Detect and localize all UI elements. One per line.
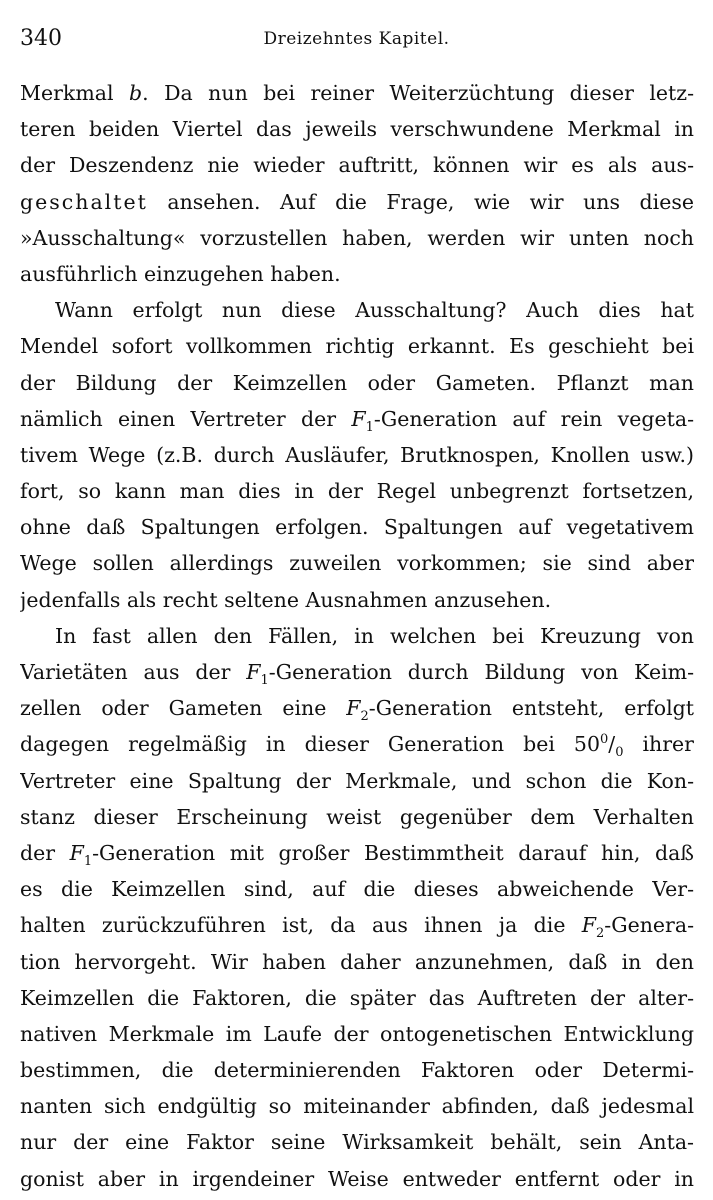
text-line: gonist aber in irgendeiner Weise entweder entfernt oder in — [20, 1166, 694, 1191]
text-line: Wann erfolgt nun diese Ausschaltung? Auch dies hat — [55, 298, 694, 323]
text-line: jedenfalls als recht seltene Ausnahmen anzusehen. — [20, 587, 552, 612]
text-line: bestimmen, die determinierenden Faktoren oder Determi- — [20, 1058, 694, 1083]
text-line: Wege sollen allerdings zuweilen vorkommen; sie sind aber — [20, 551, 694, 576]
text-line: ausführlich einzugehen haben. — [20, 261, 341, 286]
text-line: nanten sich endgültig so miteinander abfinden, daß jedesmal — [20, 1094, 694, 1119]
text-line: Keimzellen die Faktoren, die später das Auftreten der alter- — [20, 985, 694, 1010]
text-line: nur der eine Faktor seine Wirksamkeit behält, sein Anta- — [20, 1130, 694, 1155]
body-text — [20, 75, 694, 1197]
text-line: der $F_1$-Generation mit großer Bestimmtheit darauf hin, daß — [20, 840, 694, 870]
text-line: stanz dieser Erscheinung weist gegenüber dem Verhalten — [20, 804, 694, 829]
text-line: halten zurückzuführen ist, da aus ihnen ja die $F_2-Genera-$ — [20, 913, 694, 942]
text-line: teren beiden Viertel das jeweils verschwundene Merkmal in — [20, 117, 694, 142]
text-line: ohne daß Spaltungen erfolgen. Spaltungen auf vegetativem — [20, 515, 694, 540]
text-line: Mendel sofort vollkommen richtig erkannt. Es geschieht bei — [20, 334, 694, 359]
text-line: tivem Wege (z.B. durch Ausläufer, Brutknospen, Knollen usw.) — [20, 442, 694, 467]
text-line: Varietäten aus der $F_1$-Generation durch Bildung von Keim- — [20, 660, 694, 689]
text-line: fort, so kann man dies in der Regel unbegrenzt fortsetzen, — [20, 479, 694, 504]
text-line: Merkmal b. Da nun bei reiner Weiterzüchtung dieser letz- — [20, 81, 694, 105]
text-line: der Bildung der Keimzellen oder Gameten. Pflanzt man — [20, 370, 694, 395]
page-number: 340 — [20, 26, 62, 51]
text-line: »Ausschaltung« vorzustellen haben, werden wir unten noch — [20, 225, 694, 250]
text-line: der Deszendenz nie wieder auftritt, können wir es als aus- — [20, 153, 694, 178]
text-line: es die Keimzellen sind, auf die dieses abweichende Ver- — [20, 877, 694, 902]
text-line: geschaltet ansehen. Auf die Frage, wie wir uns diese — [20, 189, 694, 214]
text-line: nativen Merkmale im Laufe der ontogenetischen Entwicklung — [20, 1021, 694, 1046]
page-header — [0, 26, 713, 66]
running-title: Dreizehntes Kapitel. — [263, 29, 450, 49]
text-line: dagegen regelmäßig in dieser Generation bei $50^0/_0$ ihrer — [20, 732, 694, 761]
text-line: nämlich einen Vertreter der $F_1$-Generation auf rein vegeta- — [20, 406, 694, 435]
text-line: tion hervorgeht. Wir haben daher anzunehmen, daß in den — [20, 949, 694, 974]
text-line: Vertreter eine Spaltung der Merkmale, und schon die Kon- — [20, 768, 694, 793]
text-line: In fast allen den Fällen, in welchen bei Kreuzung von — [55, 623, 694, 648]
text-line: zellen oder Gameten eine $F_2$-Generation entsteht, erfolgt — [20, 696, 694, 725]
